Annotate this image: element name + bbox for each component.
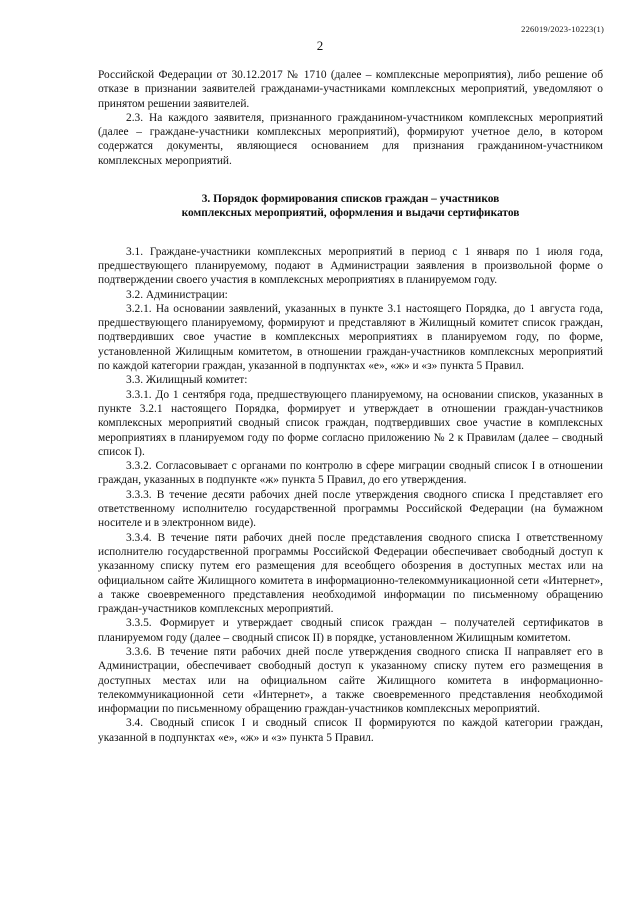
- document-id: 226019/2023-10223(1): [521, 24, 604, 34]
- paragraph-3-1: 3.1. Граждане-участники комплексных мероприятий в период с 1 января по 1 июля года, предшествующего планируемому, подают в Администрации заявления в произвольной форме о подтверждении своего участия в комплексных мероприятиях в планируемом году.: [98, 245, 603, 287]
- document-body: [98, 68, 603, 745]
- paragraph-3-3-5: 3.3.5. Формирует и утверждает сводный список граждан – получателей сертификатов в планируемом году (далее – сводный список II) в порядке, установленном Жилищным комитетом.: [98, 617, 603, 644]
- section-heading-line-1: 3. Порядок формирования списков граждан – участников: [201, 193, 500, 206]
- page-number: 2: [316, 38, 324, 53]
- paragraph-3-3-1: 3.3.1. До 1 сентября года, предшествующего планируемому, на основании списков, указанных в пункте 3.2.1 настоящего Порядка, формирует и утверждает в отношении граждан-участников комплексных мероприятий сводный список граждан, подтвердивших свое участие в комплексных мероприятиях в планируемом году по форме согласно приложению № 2 к Правилам (далее – сводный список I).: [98, 388, 603, 458]
- paragraph-3-3: 3.3. Жилищный комитет:: [126, 374, 248, 387]
- paragraph-3-2-1: 3.2.1. На основании заявлений, указанных в пункте 3.1 настоящего Порядка, до 1 августа года, предшествующего планируемому, формируют и представляют в Жилищный комитет список граждан, подтвердивших свое участие в комплексных мероприятиях в планируемом году, по форме, установленной Жилищным комитетом, в отношении граждан-участников комплексных мероприятий по каждой категории граждан, указанной в подпунктах «е», «ж» и «з» пункта 5 Правил.: [98, 302, 603, 373]
- paragraph-continuation: Российской Федерации от 30.12.2017 № 1710 (далее – комплексные мероприятия), либо решение об отказе в признании заявителей гражданами-участниками комплексных мероприятий, уведомляют о принятом решении заявителей.: [98, 69, 603, 110]
- paragraph-3-2: 3.2. Администрации:: [126, 288, 228, 301]
- section-heading-line-2: комплексных мероприятий, оформления и выдачи сертификатов: [181, 207, 520, 220]
- paragraph-3-3-6: 3.3.6. В течение пяти рабочих дней после утверждения сводного списка II направляет его в Администрации, обеспечивает свободный доступ к указанному списку путем его размещения в доступных местах или на официальном сайте Жилищного комитета в информационно-телекоммуникационной сети «Интернет», а также своевременного представления необходимой информации по письменному обращению граждан-участников комплексных мероприятий.: [98, 645, 603, 716]
- paragraph-3-3-4: 3.3.4. В течение пяти рабочих дней после представления сводного списка I ответственному исполнителю государственной программы Российской Федерации обеспечивает свободный доступ к указанному списку путем его размещения для всеобщего обозрения в доступных местах или на официальном сайте Жилищного комитета в информационно-телекоммуникационной сети «Интернет», а также своевременного представления необходимой информации по письменному обращению граждан-участников комплексных мероприятий.: [98, 531, 603, 616]
- paragraph-2-3: 2.3. На каждого заявителя, признанного гражданином-участником комплексных мероприятий (далее – граждане-участники комплексных мероприятий), формируют учетное дело, в котором содержатся документы, являющиеся основанием для признания гражданином-участником комплексных мероприятий.: [98, 111, 603, 167]
- paragraph-3-3-2: 3.3.2. Согласовывает с органами по контролю в сфере миграции сводный список I в отношении граждан, указанных в подпункте «ж» пункта 5 Правил, до его утверждения.: [98, 460, 603, 487]
- paragraph-3-4: 3.4. Сводный список I и сводный список II формируются по каждой категории граждан, указанной в подпунктах «е», «ж» и «з» пункта 5 Правил.: [98, 717, 603, 744]
- paragraph-3-3-3: 3.3.3. В течение десяти рабочих дней после утверждения сводного списка I представляет его ответственному исполнителю государственной программы Российской Федерации (на бумажном носителе и в электронном виде).: [98, 488, 603, 530]
